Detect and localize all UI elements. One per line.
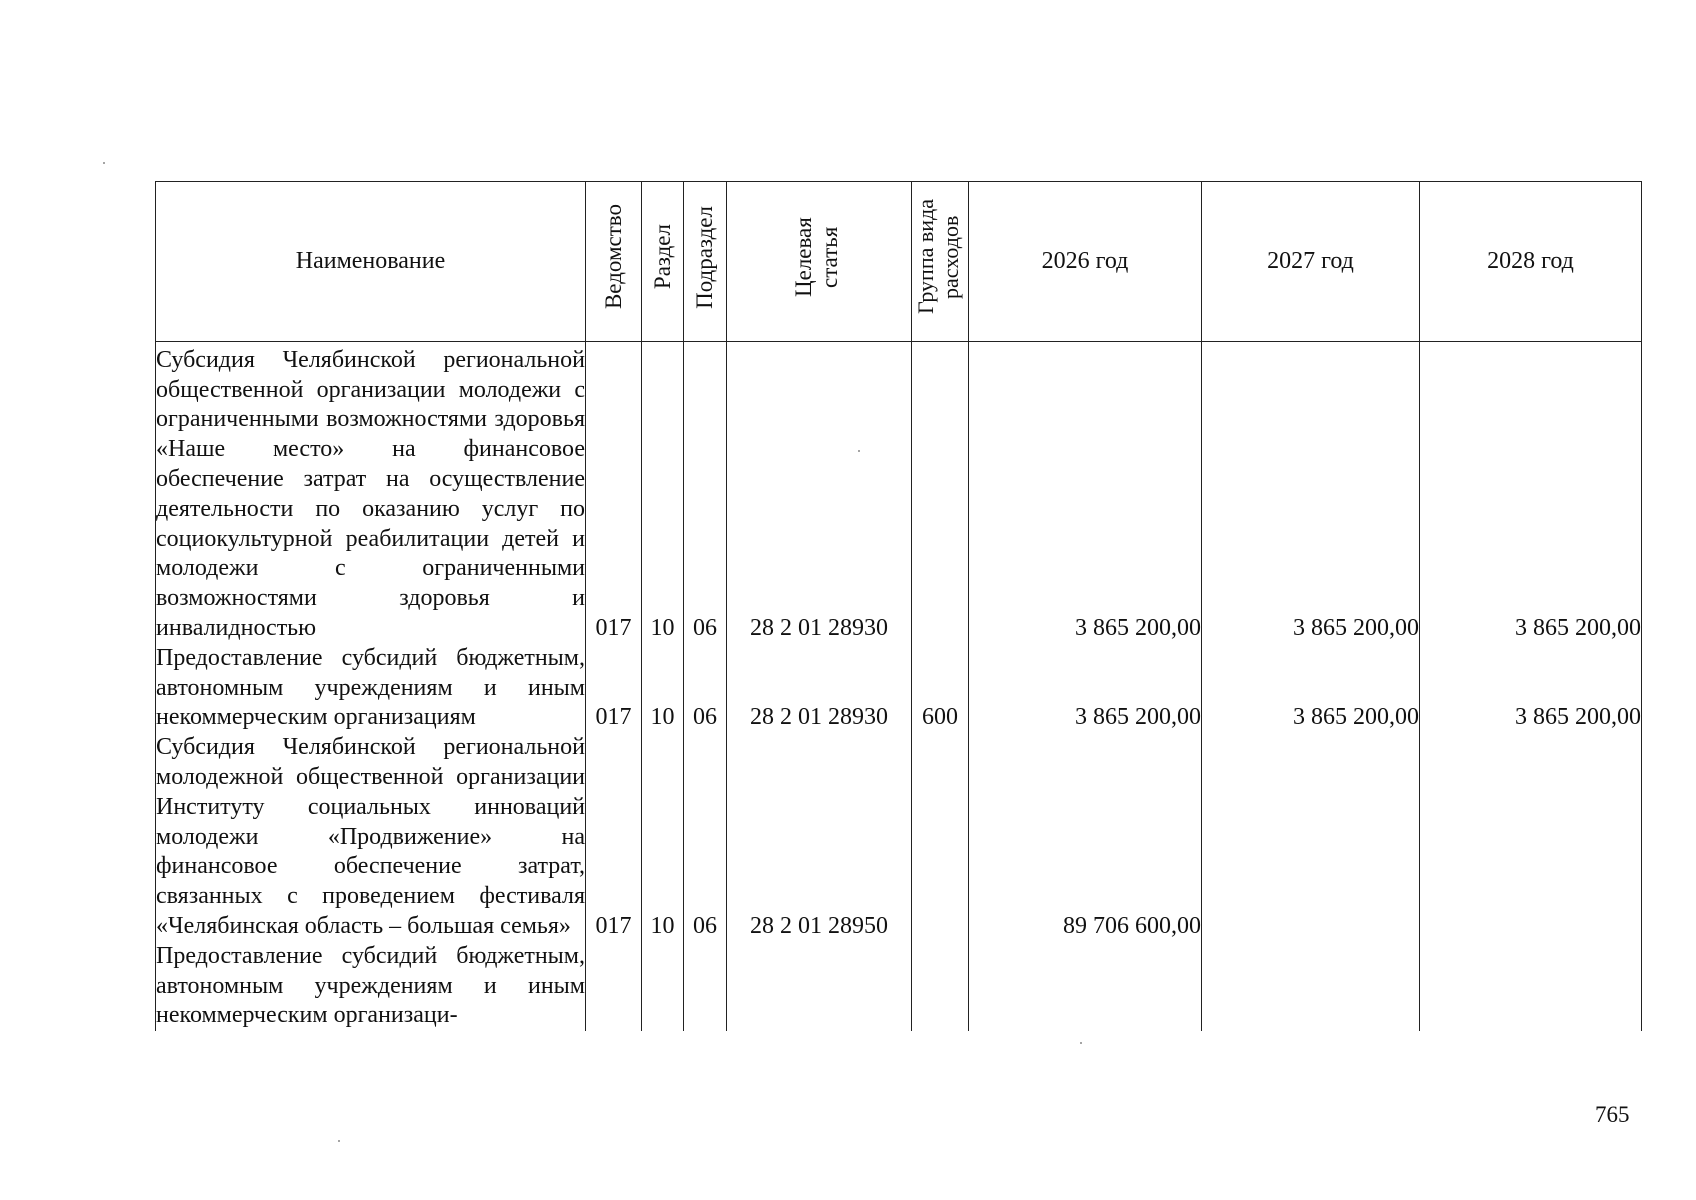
header-group: Группа вида расходов xyxy=(913,199,963,315)
row-target: 28 2 01 28930 xyxy=(727,341,912,643)
budget-table-container xyxy=(155,181,1641,1081)
row-group: 600 xyxy=(912,644,969,733)
row-dept: 017 xyxy=(586,644,642,733)
row-2026 xyxy=(969,942,1202,1031)
scan-speck xyxy=(858,450,860,452)
scan-speck xyxy=(1080,1042,1082,1044)
header-target-cell xyxy=(727,182,912,342)
row-dept: 017 xyxy=(586,341,642,643)
row-name: Субсидия Челябинской региональной общественной организации молодежи с ограниченными возможностями здоровья «Наше место» на финансовое обеспечение затрат на осуществление деятельности по оказанию услуг по социокультурной реабилитации детей и молодежи с ограниченными возможностями здоровья и инвалидностью xyxy=(156,341,586,643)
row-2028 xyxy=(1420,733,1642,942)
scan-speck xyxy=(338,1140,340,1142)
row-2028: 3 865 200,00 xyxy=(1420,341,1642,643)
header-subsection-cell xyxy=(684,182,727,342)
header-group-cell xyxy=(912,182,969,342)
table-row xyxy=(156,942,1642,1031)
header-dept: Ведомство xyxy=(600,204,626,310)
row-dept xyxy=(586,942,642,1031)
row-target: 28 2 01 28950 xyxy=(727,733,912,942)
row-subsection: 06 xyxy=(684,644,727,733)
row-name: Субсидия Челябинской региональной молодежной общественной организации Институту социальных инноваций молодежи «Продвижение» на финансовое обеспечение затрат, связанных с проведением фестиваля «Челябинская область – большая семья» xyxy=(156,733,586,942)
header-section-cell xyxy=(642,182,684,342)
row-2028 xyxy=(1420,942,1642,1031)
row-subsection: 06 xyxy=(684,341,727,643)
table-header-row xyxy=(156,182,1642,342)
row-subsection xyxy=(684,942,727,1031)
header-2027: 2027 год xyxy=(1202,182,1420,342)
row-subsection: 06 xyxy=(684,733,727,942)
table-row xyxy=(156,341,1642,643)
row-target: 28 2 01 28930 xyxy=(727,644,912,733)
header-2026: 2026 год xyxy=(969,182,1202,342)
row-2028: 3 865 200,00 xyxy=(1420,644,1642,733)
row-section xyxy=(642,942,684,1031)
row-group xyxy=(912,341,969,643)
budget-table xyxy=(155,181,1642,1031)
row-2026: 3 865 200,00 xyxy=(969,341,1202,643)
row-group xyxy=(912,733,969,942)
row-section: 10 xyxy=(642,733,684,942)
header-section: Раздел xyxy=(649,224,675,290)
row-2027: 3 865 200,00 xyxy=(1202,644,1420,733)
table-row xyxy=(156,733,1642,942)
row-name: Предоставление субсидий бюджетным, автономным учреждениям и иным некоммерческим организаци- xyxy=(156,942,586,1031)
row-group xyxy=(912,942,969,1031)
row-dept: 017 xyxy=(586,733,642,942)
row-name: Предоставление субсидий бюджетным, автономным учреждениям и иным некоммерческим организациям xyxy=(156,644,586,733)
row-2026: 89 706 600,00 xyxy=(969,733,1202,942)
row-section: 10 xyxy=(642,644,684,733)
header-2028: 2028 год xyxy=(1420,182,1642,342)
row-2027 xyxy=(1202,942,1420,1031)
header-subsection: Подраздел xyxy=(692,205,717,309)
page-number: 765 xyxy=(1595,1102,1630,1127)
row-2026: 3 865 200,00 xyxy=(969,644,1202,733)
row-2027: 3 865 200,00 xyxy=(1202,341,1420,643)
scan-speck xyxy=(103,162,105,164)
header-name: Наименование xyxy=(156,182,586,342)
header-dept-cell xyxy=(586,182,642,342)
row-2027 xyxy=(1202,733,1420,942)
table-row xyxy=(156,644,1642,733)
row-target xyxy=(727,942,912,1031)
header-target: Целевая статья xyxy=(791,217,842,297)
row-section: 10 xyxy=(642,341,684,643)
